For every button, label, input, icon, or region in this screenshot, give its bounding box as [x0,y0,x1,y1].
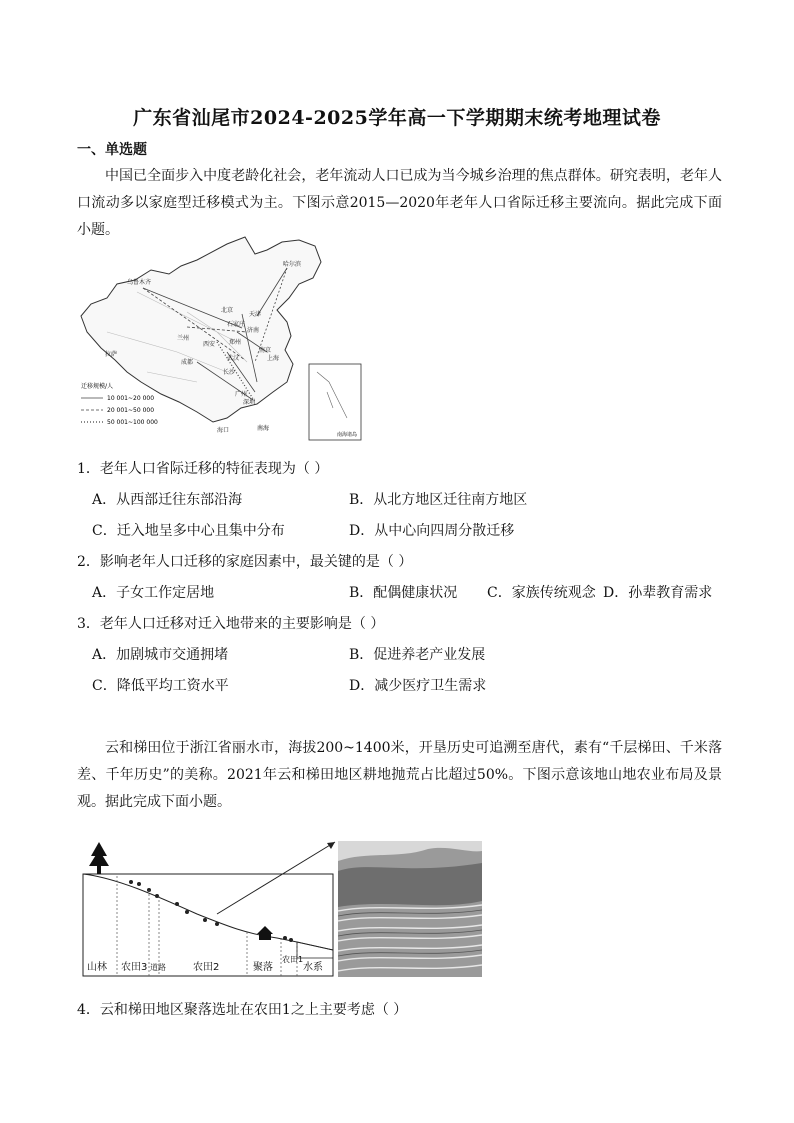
city-label: 郑州 [229,339,242,346]
option[interactable]: C．迁入地呈多中心且集中分布 [92,523,285,539]
zone-label: 水系 [303,962,323,973]
city-label: 天津 [249,311,262,318]
option[interactable]: A．从西部迁往东部沿海 [92,492,243,508]
passage-1: 中国已全面步入中度老龄化社会，老年流动人口已成为当今城乡治理的焦点群体。研究表明，老年人口流动多以家庭型迁移模式为主。下图示意2015—2020年老年人口省际迁移主要流向。据此完成下面小题。 [77,168,722,238]
question-3: 3．老年人口迁移对迁入地带来的主要影响是（ ） [77,616,385,632]
terrace-photo [338,841,482,977]
section-heading: 一、单选题 [77,142,147,158]
tree-icon [89,842,109,874]
option[interactable]: A．加剧城市交通拥堵 [92,647,229,663]
question-4: 4．云和梯田地区聚落选址在农田1之上主要考虑（ ） [77,1002,408,1018]
page-title: 广东省汕尾市2024-2025学年高一下学期期末统考地理试卷 [133,107,661,129]
city-label: 北京 [221,307,234,314]
city-label: 海口 [217,427,230,434]
option[interactable]: D．孙辈教育需求 [603,585,713,601]
city-label: 石家庄 [227,321,246,328]
option[interactable]: D．减少医疗卫生需求 [349,678,487,694]
passage-2: 云和梯田位于浙江省丽水市，海拔200~1400米，开垦历史可追溯至唐代，素有“千层梯田、千米落差、千年历史”的美称。2021年云和梯田地区耕地抛荒占比超过50%。下图示意该地山地农业布局及景观。据此完成下面小题。 [77,740,722,810]
city-label: 西安 [203,341,216,348]
sea-label: 南海 [257,425,270,432]
map-legend [81,382,158,426]
option[interactable]: C．家族传统观念 [487,585,596,601]
option[interactable]: B．促进养老产业发展 [349,647,486,663]
house-icon [257,926,273,940]
option[interactable]: B．从北方地区迁往南方地区 [349,492,528,508]
zone-label: 农田2 [193,962,220,973]
city-label: 兰州 [177,335,190,342]
option[interactable]: D．从中心向四周分散迁移 [349,523,515,539]
city-label: 深圳 [243,399,256,406]
migration-map [77,232,367,442]
legend-item: 10 001~20 000 [107,395,155,402]
option[interactable]: A．子女工作定居地 [92,585,215,601]
city-label: 上海 [267,355,280,362]
option[interactable]: B．配偶健康状况 [349,585,458,601]
legend-item: 20 001~50 000 [107,407,155,414]
legend-item: 50 001~100 000 [107,419,158,426]
zone-label: 农田1 [282,955,304,964]
zone-label: 农田3 [121,962,148,973]
zone-label: 聚落 [253,962,273,973]
city-label: 哈尔滨 [283,261,302,268]
inset-label: 南海诸岛 [337,432,358,438]
terrace-diagram [77,838,342,980]
city-label: 济南 [247,327,260,334]
city-label: 乌鲁木齐 [127,279,152,286]
city-label: 武汉 [227,355,240,362]
option[interactable]: C．降低平均工资水平 [92,678,229,694]
zone-label: 道路 [150,963,166,972]
city-label: 拉萨 [105,351,118,358]
question-2: 2．影响老年人口迁移的家庭因素中，最关键的是（ ） [77,554,413,570]
city-label: 南京 [259,347,272,354]
city-label: 长沙 [223,369,236,376]
city-label: 成都 [181,359,194,366]
city-label: 广州 [235,391,248,398]
question-1: 1．老年人口省际迁移的特征表现为（ ） [77,461,329,477]
inset-box [309,364,361,440]
legend-title: 迁移规模/人 [81,383,114,390]
zone-label: 山林 [87,962,107,973]
